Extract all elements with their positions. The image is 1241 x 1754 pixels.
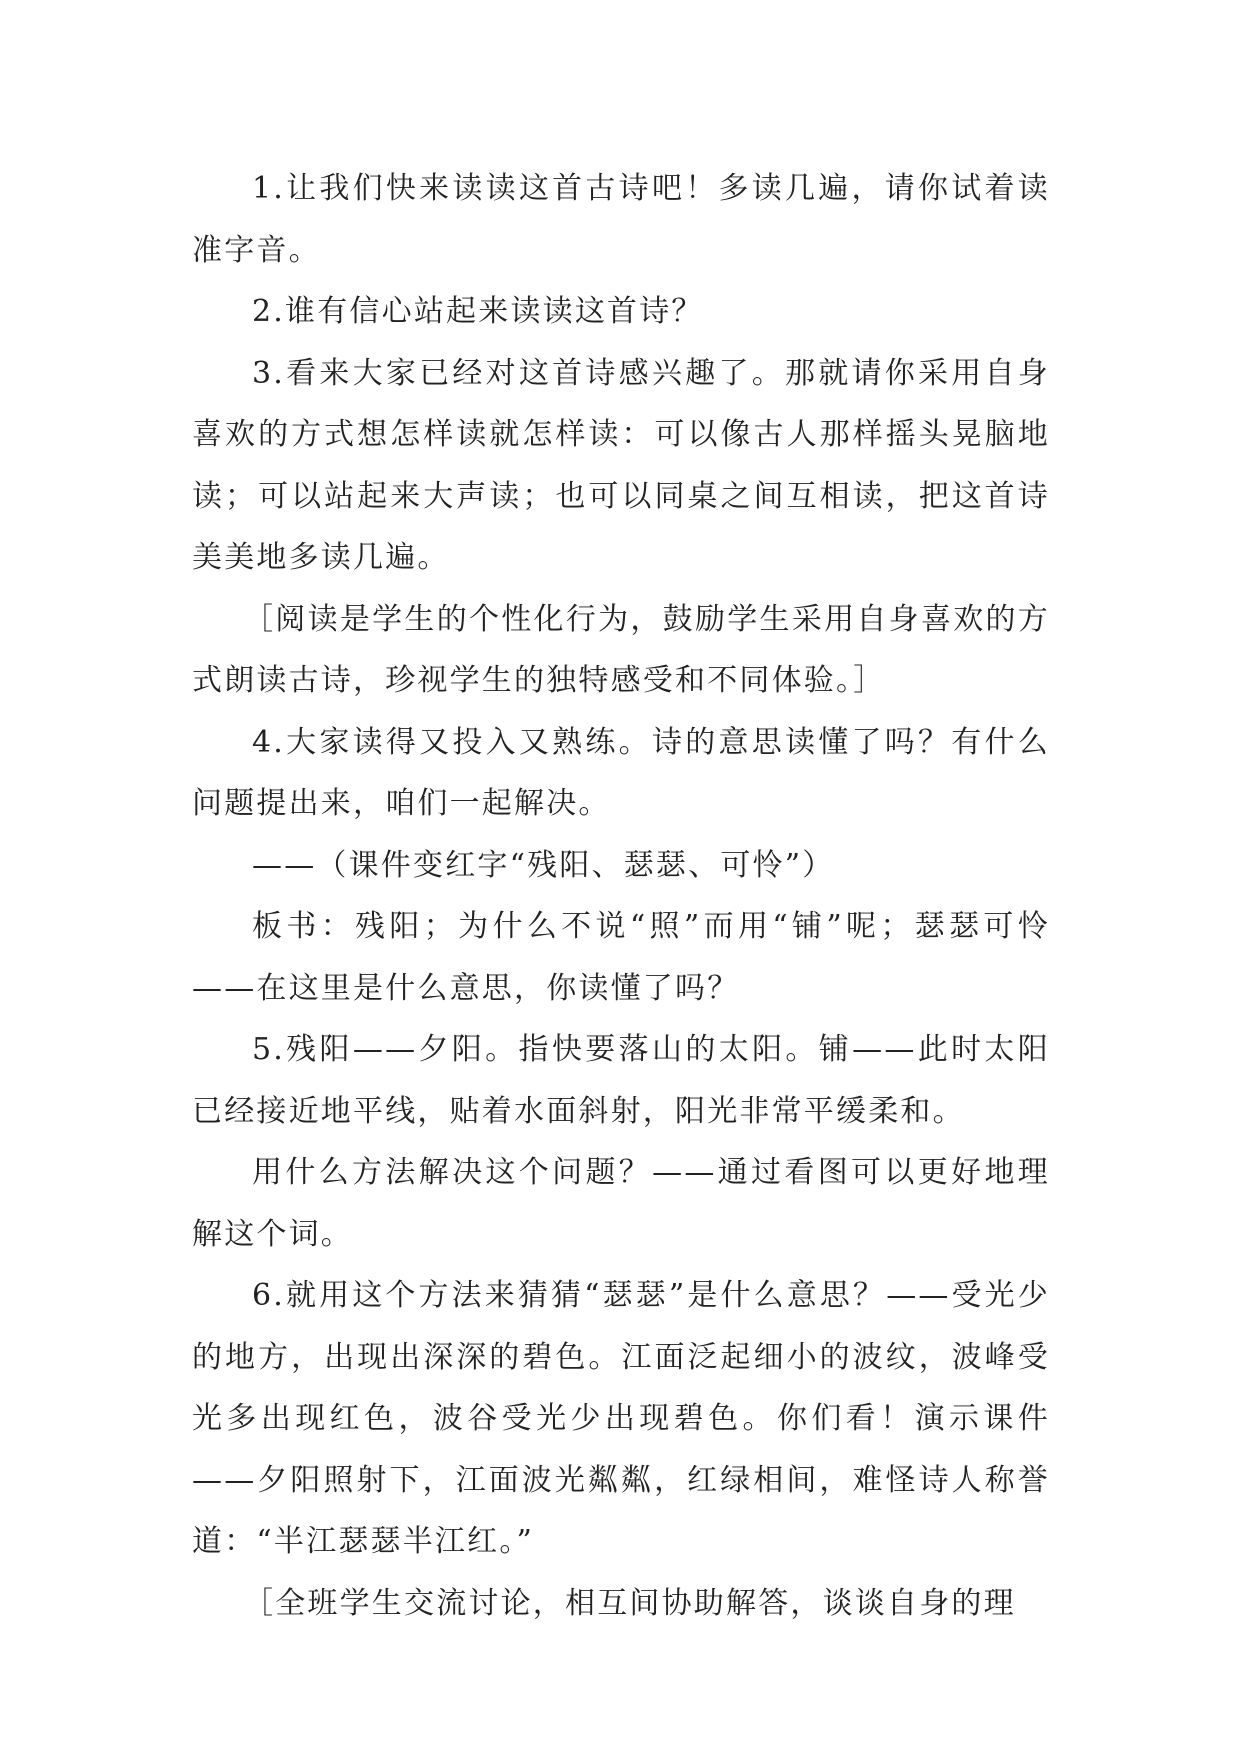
paragraph-8: 5.残阳——夕阳。指快要落山的太阳。铺——此时太阳已经接近地平线，贴着水面斜射，阳光非常平缓柔和。 bbox=[192, 1032, 1050, 1129]
paragraph-1: 1.让我们快来读读这首古诗吧！多读几遍，请你试着读准字音。 bbox=[192, 171, 1050, 268]
paragraph-4-note: ［阅读是学生的个性化行为，鼓励学生采用自身喜欢的方式朗读古诗，珍视学生的独特感受和不同体验。］ bbox=[192, 601, 1050, 698]
paragraph-2: 2.谁有信心站起来读读这首诗？ bbox=[252, 294, 704, 329]
paragraph-3: 3.看来大家已经对这首诗感兴趣了。那就请你采用自身喜欢的方式想怎样读就怎样读：可以像古人那样摇头晃脑地读；可以站起来大声读；也可以同桌之间互相读，把这首诗美美地多读几遍。 bbox=[192, 355, 1050, 575]
document-body bbox=[192, 158, 1050, 1634]
paragraph-5: 4.大家读得又投入又熟练。诗的意思读懂了吗？有什么问题提出来，咱们一起解决。 bbox=[192, 724, 1050, 821]
paragraph-10: 6.就用这个方法来猜猜“瑟瑟”是什么意思？——受光少的地方，出现出深深的碧色。江面泛起细小的波纹，波峰受光多出现红色，波谷受光少出现碧色。你们看！演示课件——夕阳照射下，江面波光粼粼，红绿相间，难怪诗人称誉道：“半江瑟瑟半江红。” bbox=[192, 1278, 1050, 1559]
paragraph-7: 板书：残阳；为什么不说“照”而用“铺”呢；瑟瑟可怜——在这里是什么意思，你读懂了吗？ bbox=[192, 909, 1050, 1006]
paragraph-9: 用什么方法解决这个问题？——通过看图可以更好地理解这个词。 bbox=[192, 1155, 1050, 1252]
paragraph-11-note: ［全班学生交流讨论，相互间协助解答，谈谈自身的理 bbox=[243, 1585, 1016, 1621]
paragraph-6: ——（课件变红字“残阳、瑟瑟、可怜”） bbox=[252, 847, 835, 883]
